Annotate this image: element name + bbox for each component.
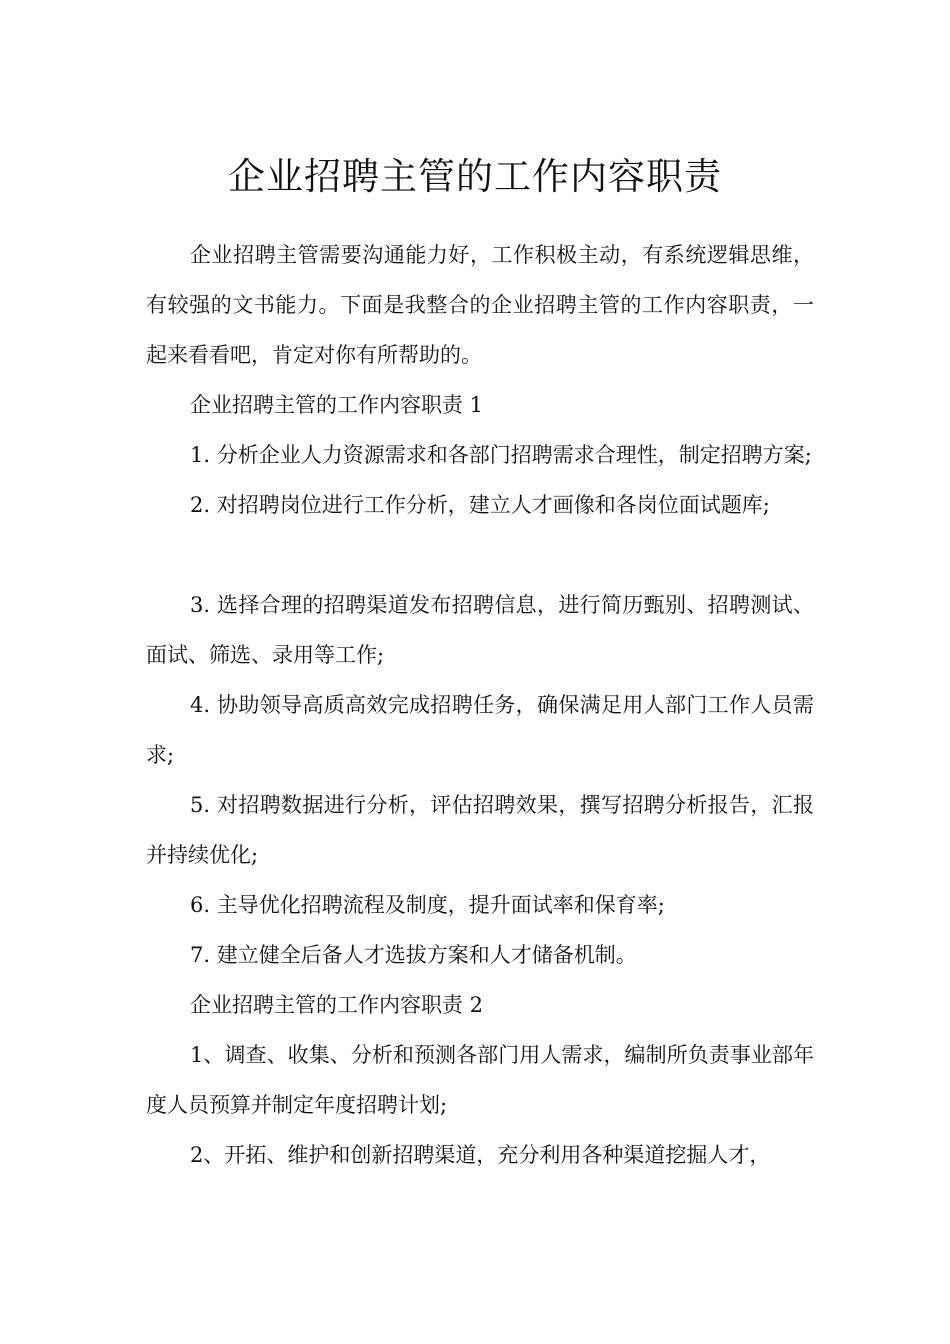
- section1-item-4: 4. 协助领导高质高效完成招聘任务，确保满足用人部门工作人员需求;: [146, 693, 814, 767]
- section1-item-1: 1. 分析企业人力资源需求和各部门招聘需求合理性，制定招聘方案;: [190, 443, 812, 467]
- intro-paragraph: 企业招聘主管需要沟通能力好，工作积极主动，有系统逻辑思维，有较强的文书能力。下面是我整合的企业招聘主管的工作内容职责，一起来看看吧，肯定对你有所帮助的。: [146, 243, 814, 367]
- section1-heading: 企业招聘主管的工作内容职责 1: [190, 393, 484, 417]
- section2-item-2: 2、开拓、维护和创新招聘渠道，充分利用各种渠道挖掘人才，: [190, 1143, 771, 1167]
- section1-item-2: 2. 对招聘岗位进行工作分析，建立人才画像和各岗位面试题库;: [190, 493, 770, 517]
- section2-item-1: 1、调查、收集、分析和预测各部门用人需求，编制所负责事业部年度人员预算并制定年度招聘计划;: [146, 1043, 814, 1117]
- section1-item-3: 3. 选择合理的招聘渠道发布招聘信息，进行简历甄别、招聘测试、面试、筛选、录用等工作;: [146, 593, 814, 667]
- section1-item-6: 6. 主导优化招聘流程及制度，提升面试率和保育率;: [190, 893, 665, 917]
- document-title: 企业招聘主管的工作内容职责: [228, 154, 722, 198]
- section1-item-7: 7. 建立健全后备人才选拔方案和人才储备机制。: [190, 943, 637, 967]
- blank-line: [146, 530, 814, 580]
- document-body: [146, 230, 814, 1180]
- section1-item-5: 5. 对招聘数据进行分析，评估招聘效果，撰写招聘分析报告，汇报并持续优化;: [146, 793, 814, 867]
- section2-heading: 企业招聘主管的工作内容职责 2: [190, 993, 484, 1017]
